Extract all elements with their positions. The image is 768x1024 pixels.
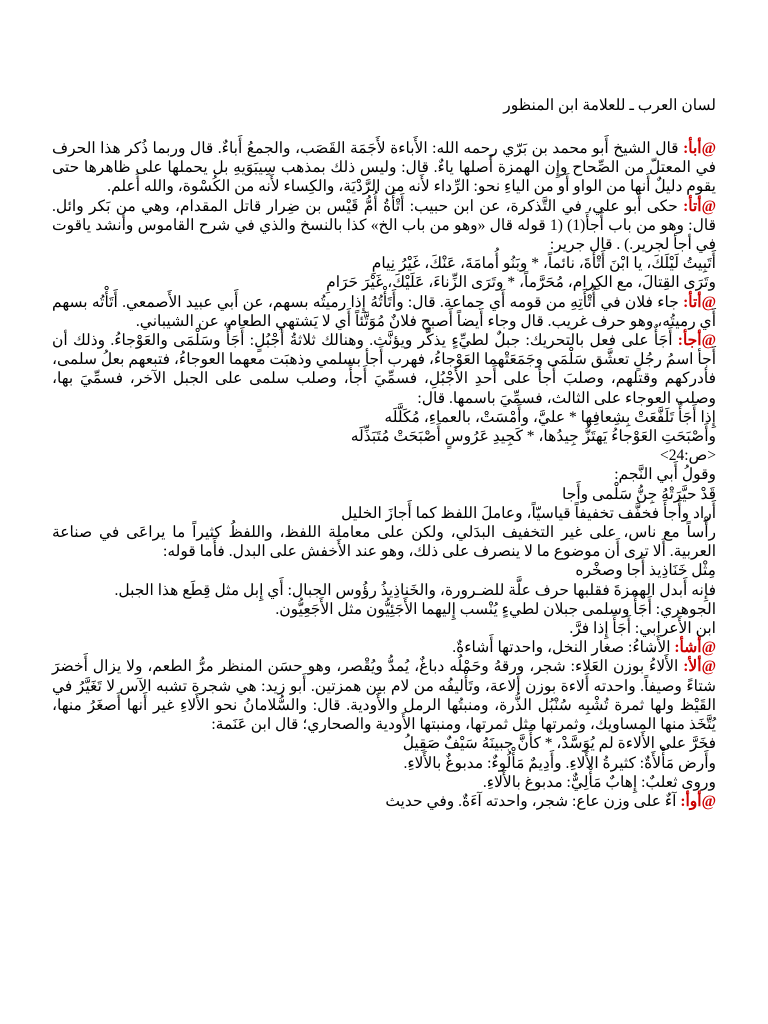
entry-text: وأَصْبَحَتِ العَوْجاءُ يَهتَزُّ جِيدُها، * كَجِيدِ عَرُوسٍ أَصْبَحَتْ مُتَبَذِّلَه bbox=[350, 428, 716, 446]
entry-text: وروى ثعلبٌ: إِهابٌ مَأْلِيٌّ: مدبوغ بالأَلاءِ. bbox=[482, 773, 716, 791]
text-line bbox=[52, 465, 716, 484]
text-line bbox=[52, 408, 716, 427]
text-line bbox=[52, 254, 716, 273]
entry-text: حكى أَبو علي، في التَّذكرة، عن ابن حبيب: أَتْأَةُ أُمُّ قَيْس بن ضِرار قاتل المقدام، وهي من بَكر وائل. قال: وهو من باب أَجأَ(1) (1 قوله قال «وهو من باب الخ» كذا بالنسخ والذي في شرح القاموس وأنشد ياقوت في أجأ لجرير.) . قال جرير: bbox=[52, 197, 716, 254]
text-line bbox=[52, 273, 716, 292]
text-line bbox=[52, 485, 716, 504]
entry-text: آءٌ على وزن عاع: شجر، واحدته آءَةٌ. وفي حديث bbox=[385, 792, 681, 810]
text-line bbox=[52, 754, 716, 773]
entry-paragraph bbox=[52, 139, 716, 197]
entry-text: أَجَأٌ على فعل بالتحريك: جبلٌ لطيِّءٍ يذكَّر ويؤنَّث. وهنالك ثلاثةُ أَجْبُلٍ: أَجَأٌ وسَلْمَى والعَوْجاءُ. وذلك أن أَجأ اسمُ رجُلٍ تعشَّق سَلْمَى وجَمَعَتْهما العَوْجاءُ، فهرب أَجأ بسلمي وذهبَت معهما العوجاءُ، فتبعهم بعلُ سلمى، فأدركهم وقتلهم، وصلبَ أَجأ على أَحدِ الأَجْبُلِ، فسمِّيَ أَجأً، وصلب سلمى على الجبل الآخر، فسمِّيَ بها، وصلب العوجاء على الثالث، فسمِّيَ باسمها. قال: bbox=[52, 332, 716, 407]
text-line bbox=[52, 446, 716, 465]
entry-text: الأَشاءُ: صغار النخل، واحدتها أَشاءةٌ. bbox=[452, 639, 675, 657]
entry-text: وقولُ أَبي النَّجم: bbox=[614, 466, 716, 484]
text-paragraph bbox=[52, 523, 716, 561]
entry-text: مِثْل خَنَاذِيذ أَجا وصخْره bbox=[575, 562, 716, 580]
entry-text: وتَرَى القِتالَ، مع الكِرام، مُحَرَّماً، * وتَرَى الزِّناءَ، عَلَيْكَ، غَيْرَ حَرَامِ bbox=[326, 274, 716, 292]
entry-text: الجوهري: أَجَأٌ وسلمى جبلان لطيءٍ يُنْسب إِليهما الأَجَئِيُّون مثل الأَجَعِيُّون. bbox=[275, 600, 716, 618]
entry-headword: @أجأ: bbox=[677, 332, 716, 350]
entry-headword: @أتأ: bbox=[683, 293, 716, 311]
entry-text: إِذا أَجَأٌ تَلَفَّعَتْ بِشِعافِها * عليَّ، وأَمْسَتْ، بالعماءِ، مُكَلَّلَه bbox=[384, 408, 716, 426]
entry-paragraph bbox=[52, 293, 716, 331]
text-line bbox=[52, 427, 716, 446]
entry-headword: @أشأ: bbox=[674, 639, 716, 657]
entry-paragraph bbox=[52, 657, 716, 734]
text-line bbox=[52, 581, 716, 600]
entry-text: الأَلاءُ بوزن العَلاء: شجر، ورقهُ وحَمْلُه دباغٌ، يُمدُّ ويُقْصر، وهو حسَن المنظر مرُّ الطعم، ولا يزال أَخضرَ شتاءً وصيفاً. واحدته أَلاءة بوزن أَلاعة، وتَأْليفُه من لام بين همزتين. أَبو زيد: هي شجرة تشبه الآس لا تَغَيَّرُ في القَيْظ ولها ثمرة تُشْبِه سُنْبُل الذُّرة، ومنبتُها الرمل والأَودية. قال: والسُّلامانُ نحو الأَلاءِ غير أَنها أَصغَرُ منها، يُتَّخَذ منها المساويك، وثمرتها مثل ثمرتها، ومنبتها الأَودية والصحاري؛ قال ابن عَنَمة: bbox=[52, 658, 716, 734]
entry-text: ابن الأَعرابي: أَجَأَ إِذا فرَّ. bbox=[569, 620, 716, 638]
document-body bbox=[52, 139, 716, 811]
entry-text: قال الشيخ أَبو محمد بن بَرّي رحمه الله: الأَباءة لأَجَمَة القَصَب، والجمعُ أَباءٌ. قال وربما ذُكر هذا الحرف في المعتلّ من الصِّحاح وإِن الهمزة أَصلها ياءٌ. قال: وليس ذلك بمذهب سِيبَوَيهِ بل يحملها على ظاهرها حتى يقوم دليلٌ أَنها من الواو أَو من الياءِ نحو: الرِّداء لأَنه من الرَّدْيَة، والكِساء لأَنه من الكُسْوة، والله أَعلم. bbox=[52, 140, 716, 196]
entry-headword: @ألأ: bbox=[683, 658, 716, 676]
text-line bbox=[52, 773, 716, 792]
entry-paragraph bbox=[52, 638, 716, 657]
entry-headword: @أبأ: bbox=[683, 140, 716, 157]
entry-text: <ص:24> bbox=[659, 447, 716, 465]
entry-text: جاء فلان في أُتْأَتِهِ من قومه أَي جماعة. قال: وأَتَأْتُهُ إِذا رميتُه بسهم، عن أَبي عبيد الأَصمعي. أَتَأْتُه بسهم أَي رميتُه، وهو حرف غريب. قال وجاء أَيضاً أَصبح فلانٌ مُوَتَّئاً أَي لا يَشتهي الطعام، عن الشيباني. bbox=[52, 293, 716, 330]
entry-text: قَدْ حيَّرَتْهُ جِنُّ سَلْمى وأَجا bbox=[562, 485, 716, 503]
entry-text: فخَرَّ على الأَلاءة لم يُوَسَّدْ، * كأَنَّ جبينَهُ سَيْفٌ صَقِيلُ bbox=[402, 735, 716, 753]
text-line bbox=[52, 619, 716, 638]
entry-text: أَتَبِيتُ لَيْلَكَ، يا ابْنَ أَتْأَةَ، نائماً، * وبَنُو أُمامَةَ، عَنْكَ، غَيْرُ نِيامِ bbox=[371, 255, 716, 273]
text-line bbox=[52, 734, 716, 753]
entry-text: رأْساً مع ناس، على غير التخفيف البدَلي، ولكن على معاملة اللفظ، واللفظُ كثيراً ما يراعَى في صناعة العربية. أَلا ترى أَن موضوع ما لا ينصرف على ذلك، وهو عند الأَخفش على البدل. فأَما قوله: bbox=[52, 524, 716, 561]
text-line bbox=[52, 504, 716, 523]
entry-headword: @أوأ: bbox=[680, 792, 716, 810]
entry-paragraph bbox=[52, 331, 716, 408]
entry-text: فإِنه أَبدل الهمزةَ فقلبها حرف علَّة للضـرورة، والخَناذِيذُ رؤُوس الجبال: أَي إِبل مثل قِطَع هذا الجبل. bbox=[114, 581, 716, 599]
page-title: لسان العرب ـ للعلامة ابن المنظور bbox=[503, 97, 716, 114]
text-line bbox=[52, 600, 716, 619]
entry-text: وأَرض مَأْلأَةٌ: كثيرةُ الأَلاءِ. وأَدِيمٌ مَأْلُوءٌ: مدبوغٌ بالأَلاءِ. bbox=[403, 754, 716, 772]
entry-headword: @أتأ: bbox=[683, 197, 716, 215]
entry-paragraph bbox=[52, 792, 716, 811]
entry-paragraph bbox=[52, 197, 716, 255]
entry-text: أَراد وأَجأَ فخفَّف تخفيفاً قياسيّاً، وعاملَ اللفظ كما أَجازَ الخليل bbox=[341, 504, 716, 522]
text-line bbox=[52, 561, 716, 580]
